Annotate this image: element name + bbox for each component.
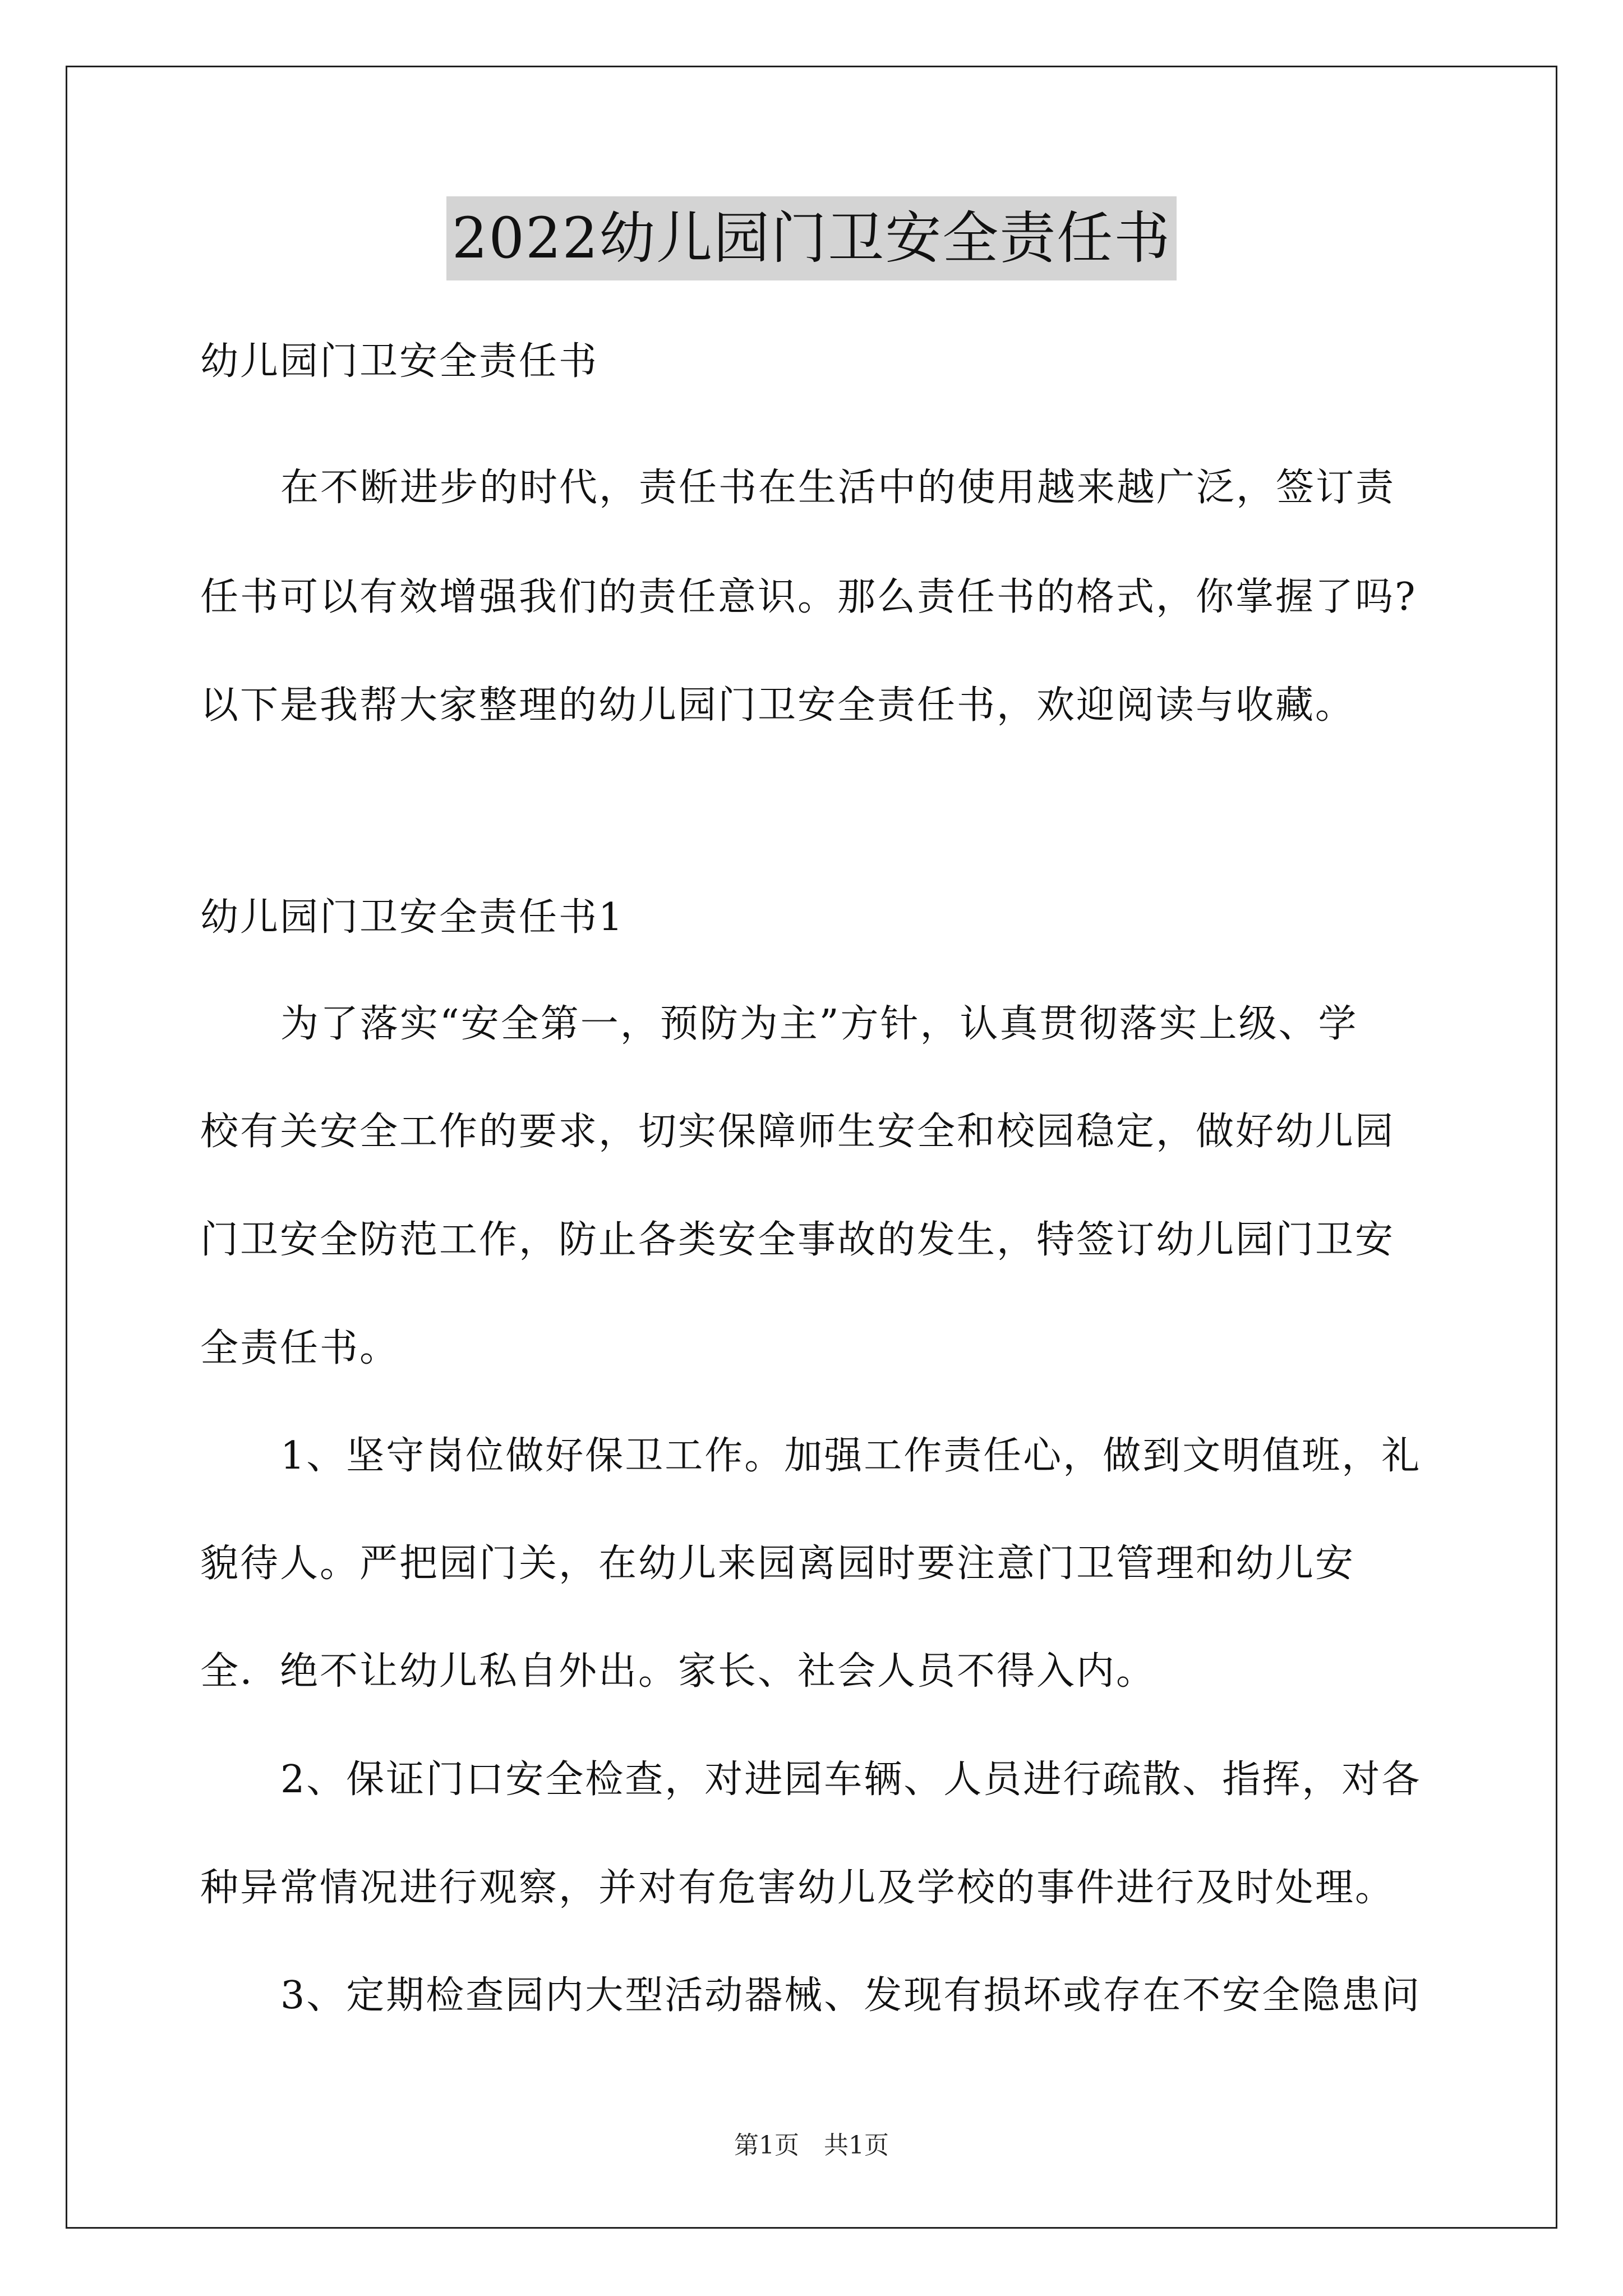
para1-line-1: 为了落实“安全第一，预防为主”方针，认真贯彻落实上级、学 [280,1002,1358,1046]
document-title: 2022幼儿园门卫安全责任书 [446,196,1177,280]
section-heading: 幼儿园门卫安全责任书1 [200,895,625,940]
intro-line-2: 任书可以有效增强我们的责任意识。那么责任书的格式，你掌握了吗? [200,575,1417,619]
para1-line-2: 校有关安全工作的要求，切实保障师生安全和校园稳定，做好幼儿园 [200,1110,1395,1154]
intro-line-1: 在不断进步的时代，责任书在生活中的使用越来越广泛，签订责 [280,466,1396,510]
para1-line-3: 门卫安全防范工作，防止各类安全事故的发生，特签订幼儿园门卫安 [200,1218,1395,1262]
item1-line-3: 全．绝不让幼儿私自外出。家长、社会人员不得入内。 [200,1649,1156,1694]
para1-line-4: 全责任书。 [200,1326,400,1370]
intro-line-3: 以下是我帮大家整理的幼儿园门卫安全责任书，欢迎阅读与收藏。 [200,683,1355,728]
item2-line-1: 2、保证门口安全检查，对进园车辆、人员进行疏散、指挥，对各 [280,1757,1422,1802]
item3-line-1: 3、定期检查园内大型活动器械、发现有损坏或存在不安全隐患问 [280,1973,1422,2018]
item1-line-1: 1、坚守岗位做好保卫工作。加强工作责任心，做到文明值班，礼 [280,1434,1422,1478]
page-number: 第1页 共1页 [734,2131,889,2160]
title-wrap [0,196,1623,280]
item2-line-2: 种异常情况进行观察，并对有危害幼儿及学校的事件进行及时处理。 [200,1866,1395,1910]
item1-line-2: 貌待人。严把园门关，在幼儿来园离园时要注意门卫管理和幼儿安 [200,1542,1355,1586]
section-heading: 幼儿园门卫安全责任书 [200,339,599,384]
